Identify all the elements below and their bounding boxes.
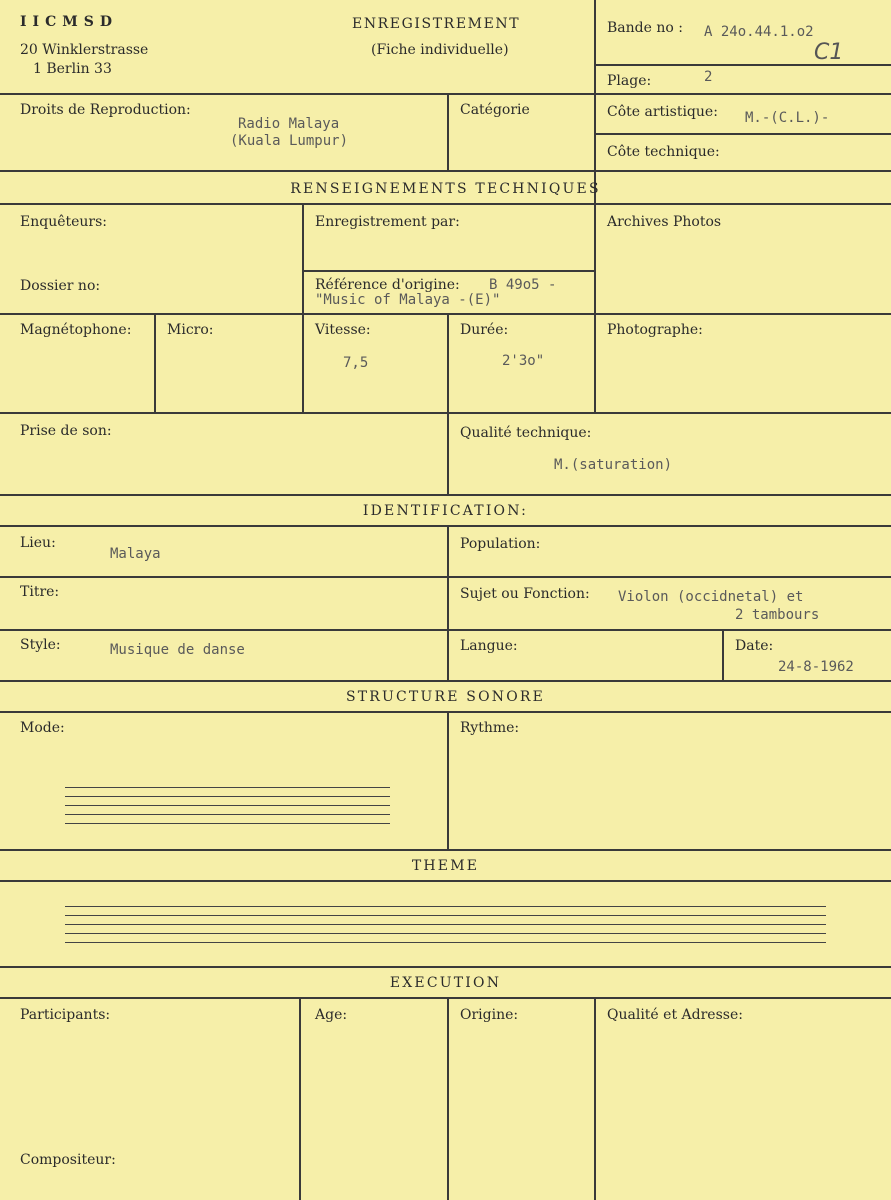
enregistrement-par-label: Enregistrement par:	[315, 214, 460, 230]
duree-label: Durée:	[460, 322, 509, 338]
style-label: Style:	[20, 637, 61, 653]
archives-photos-label: Archives Photos	[607, 214, 722, 230]
droits-value-2: (Kuala Lumpur)	[230, 133, 349, 149]
reference-value-2: "Music of Malaya -(E)"	[315, 292, 501, 308]
qualite-technique-value: M.(saturation)	[554, 457, 673, 473]
section-identification: IDENTIFICATION:	[362, 503, 529, 519]
lieu-value: Malaya	[110, 546, 161, 562]
dossier-label: Dossier no:	[20, 278, 101, 294]
cote-artistique-label: Côte artistique:	[607, 104, 718, 120]
address-line-2: 1 Berlin 33	[33, 61, 112, 77]
population-label: Population:	[460, 536, 541, 552]
qualite-technique-label: Qualité technique:	[460, 425, 592, 441]
form-title: ENREGISTREMENT	[352, 16, 521, 32]
section-theme: THEME	[411, 858, 480, 874]
section-execution: EXECUTION	[389, 975, 502, 991]
duree-value: 2'3o"	[502, 353, 545, 369]
vitesse-label: Vitesse:	[315, 322, 371, 338]
mode-label: Mode:	[20, 720, 65, 736]
reference-label: Référence d'origine:	[315, 277, 460, 293]
age-label: Age:	[315, 1007, 348, 1023]
cote-artistique-value: M.-(C.L.)-	[745, 110, 830, 126]
droits-value-1: Radio Malaya	[238, 116, 340, 132]
bande-handwritten: C1	[814, 40, 844, 65]
enqueteurs-label: Enquêteurs:	[20, 214, 108, 230]
sujet-label: Sujet ou Fonction:	[460, 586, 590, 602]
categorie-label: Catégorie	[460, 102, 530, 118]
langue-label: Langue:	[460, 638, 518, 654]
date-label: Date:	[735, 638, 774, 654]
micro-label: Micro:	[167, 322, 214, 338]
plage-label: Plage:	[607, 73, 652, 89]
plage-value: 2	[704, 69, 713, 85]
lieu-label: Lieu:	[20, 535, 56, 551]
prise-de-son-label: Prise de son:	[20, 423, 112, 439]
sujet-value-2: 2 tambours	[735, 607, 820, 623]
cote-technique-label: Côte technique:	[607, 144, 720, 160]
magnetophone-label: Magnétophone:	[20, 322, 132, 338]
sujet-value-1: Violon (occidnetal) et	[618, 589, 804, 605]
vitesse-value: 7,5	[343, 355, 369, 371]
origine-label: Origine:	[460, 1007, 519, 1023]
qualite-adresse-label: Qualité et Adresse:	[607, 1007, 743, 1023]
droits-label: Droits de Reproduction:	[20, 102, 191, 118]
date-value: 24-8-1962	[778, 659, 854, 675]
section-structure-sonore: STRUCTURE SONORE	[345, 689, 546, 705]
section-renseignements: RENSEIGNEMENTS TECHNIQUES	[290, 181, 601, 197]
org-name: IICMSD	[20, 14, 118, 30]
rythme-label: Rythme:	[460, 720, 520, 736]
style-value: Musique de danse	[110, 642, 245, 658]
photographe-label: Photographe:	[607, 322, 703, 338]
form-subtitle: (Fiche individuelle)	[371, 42, 509, 58]
compositeur-label: Compositeur:	[20, 1152, 116, 1168]
bande-label: Bande no :	[607, 20, 683, 36]
bande-value: A 24o.44.1.o2	[704, 24, 814, 40]
reference-value-1: B 49o5 -	[489, 277, 557, 293]
titre-label: Titre:	[20, 584, 60, 600]
address-line-1: 20 Winklerstrasse	[20, 42, 149, 58]
participants-label: Participants:	[20, 1007, 111, 1023]
